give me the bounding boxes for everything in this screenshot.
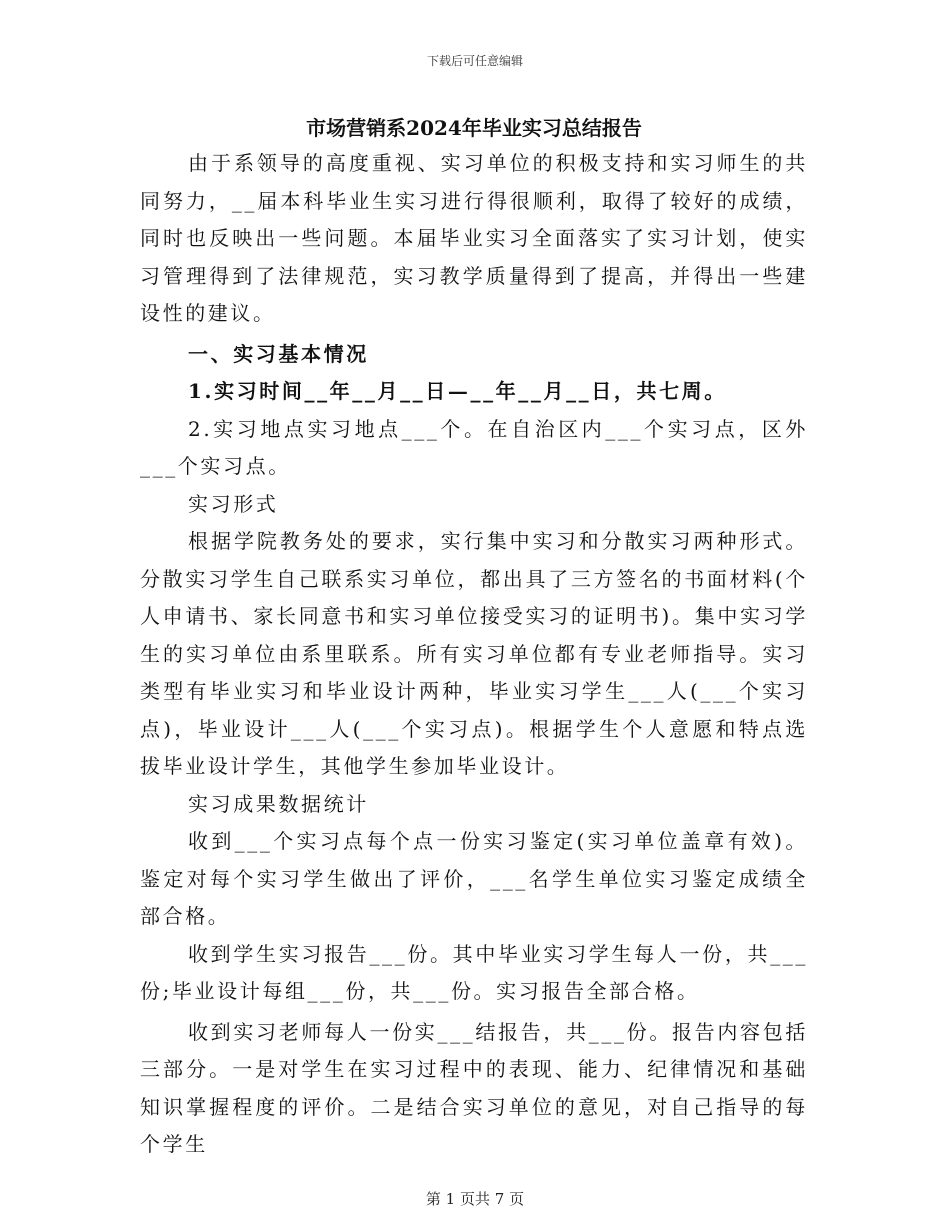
appraisal-paragraph: 收到___个实习点每个点一份实习鉴定(实习单位盖章有效)。鉴定对每个实习学生做出了评价，___名学生单位实习鉴定成绩全部合格。 [140,829,808,928]
internship-form-paragraph: 根据学院教务处的要求，实行集中实习和分散实习两种形式。分散实习学生自己联系实习单位，都出具了三方签名的书面材料(个人申请书、家长同意书和实习单位接受实习的证明书)。集中实习学生的实习单位由系里联系。所有实习单位都有专业老师指导。实习类型有毕业实习和毕业设计两种，毕业实习学生___人(___个实习点)，毕业设计___人(___个实习点)。根据学生个人意愿和特点选拔毕业设计学生，其他学生参加毕业设计。 [140,529,808,778]
document-body [140,112,808,1164]
page-footer: 第 1 页共 7 页 [425,1190,525,1208]
teacher-report-paragraph: 收到实习老师每人一份实___结报告，共___份。报告内容包括三部分。一是对学生在实习过程中的表现、能力、纪律情况和基础知识掌握程度的评价。二是结合实习单位的意见，对自己指导的每个学生 [140,1019,808,1156]
page-header: 下载后可任意编辑 [426,54,523,68]
subheading-internship-form: 实习形式 [188,491,279,516]
internship-time-item: 1.实习时间__年__月__日—__年__月__日，共七周。 [188,379,727,403]
report-count-paragraph: 收到学生实习报告___份。其中毕业实习学生每人一份，共___份;毕业设计每组___份，共___份。实习报告全部合格。 [140,941,808,1003]
internship-location-item: 2.实习地点实习地点___个。在自治区内___个实习点，区外___个实习点。 [140,416,808,478]
subheading-results-statistics: 实习成果数据统计 [188,791,369,816]
intro-paragraph: 由于系领导的高度重视、实习单位的积极支持和实习师生的共同努力，__届本科毕业生实习进行得很顺利，取得了较好的成绩，同时也反映出一些问题。本届毕业实习全面落实了实习计划，使实习管理得到了法律规范，实习教学质量得到了提高，并得出一些建设性的建议。 [140,151,808,325]
section-heading-basic-info: 一、实习基本情况 [188,341,369,366]
document-title: 市场营销系2024年毕业实习总结报告 [306,116,642,140]
